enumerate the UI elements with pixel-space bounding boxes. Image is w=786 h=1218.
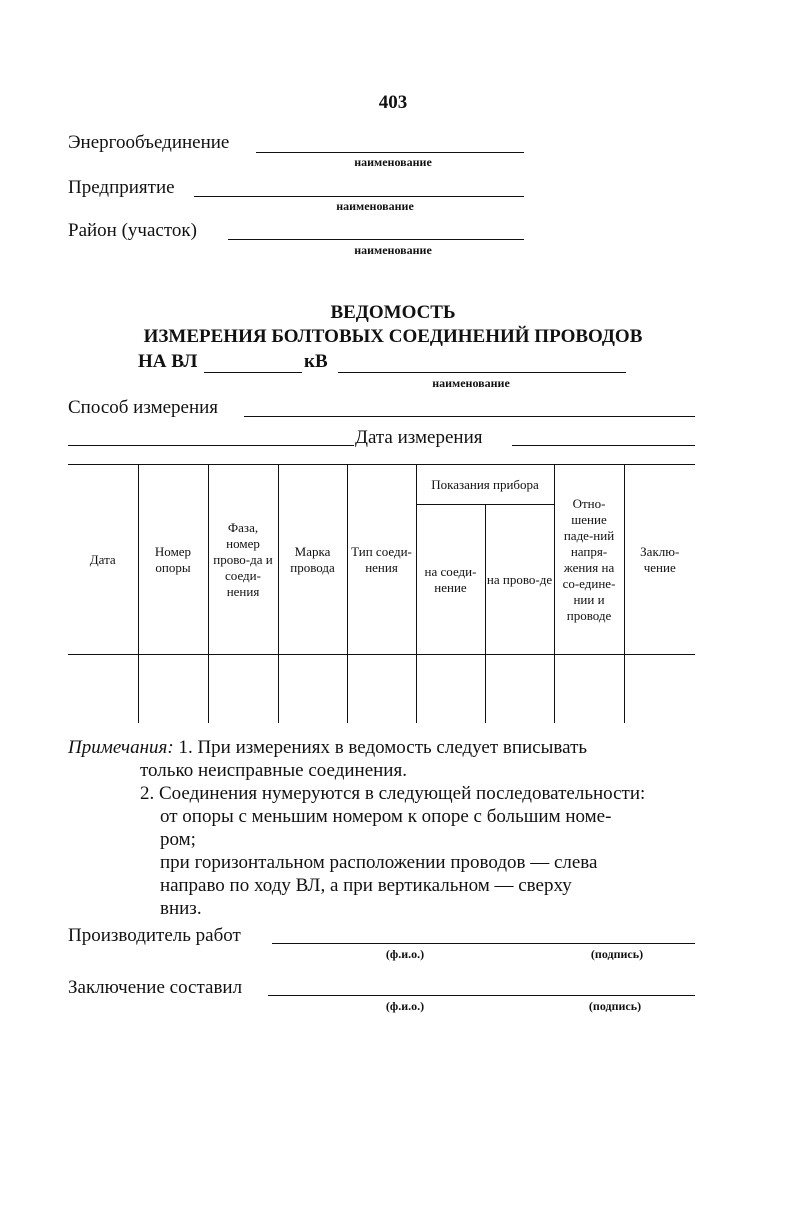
energy-association-field[interactable] — [256, 152, 524, 153]
header-date: Дата — [68, 465, 138, 655]
cell-phase[interactable] — [208, 655, 278, 723]
line-name-field[interactable] — [338, 372, 626, 373]
work-performer-field[interactable] — [272, 943, 695, 944]
note-2-line-1: 2. Соединения нумеруются в следующей последовательности: — [140, 783, 646, 804]
note-1-line-1: 1. При измерениях в ведомость следует вписывать — [178, 737, 588, 758]
document-title: ВЕДОМОСТЬ — [330, 302, 456, 323]
voltage-field[interactable] — [204, 372, 302, 373]
header-instrument-readings: Показания прибора — [416, 465, 554, 505]
energy-association-caption: наименование — [354, 155, 432, 169]
header-voltage-ratio: Отно-шение паде-ний напря-жения на со-едине-нии и проводе — [554, 465, 624, 655]
note-2-line-4: при горизонтальном расположении проводов — слева — [160, 852, 598, 873]
cell-connection-type[interactable] — [347, 655, 416, 723]
line-name-caption: наименование — [432, 376, 510, 390]
conclusion-author-name-caption: (ф.и.о.) — [385, 999, 425, 1013]
enterprise-label: Предприятие — [68, 177, 175, 198]
conclusion-author-sign-caption: (подпись) — [588, 999, 642, 1013]
work-performer-sign-caption: (подпись) — [590, 947, 644, 961]
measurement-table — [68, 464, 695, 723]
header-conclusion: Заклю-чение — [624, 465, 695, 655]
district-field[interactable] — [228, 239, 524, 240]
voltage-unit: кВ — [304, 351, 328, 372]
cell-wire-grade[interactable] — [278, 655, 347, 723]
pre-date-field[interactable] — [68, 445, 354, 446]
cell-on-wire[interactable] — [485, 655, 554, 723]
method-field[interactable] — [244, 416, 695, 417]
enterprise-caption: наименование — [336, 199, 414, 213]
conclusion-author-label: Заключение составил — [68, 977, 243, 998]
work-performer-label: Производитель работ — [68, 925, 241, 946]
cell-on-connection[interactable] — [416, 655, 485, 723]
document-subtitle: ИЗМЕРЕНИЯ БОЛТОВЫХ СОЕДИНЕНИЙ ПРОВОДОВ — [143, 326, 643, 347]
district-caption: наименование — [354, 243, 432, 257]
header-on-wire: на прово-де — [485, 505, 554, 655]
header-phase: Фаза, номер прово-да и соеди-нения — [208, 465, 278, 655]
cell-support-number[interactable] — [138, 655, 208, 723]
date-label: Дата измерения — [355, 427, 483, 448]
work-performer-name-caption: (ф.и.о.) — [385, 947, 425, 961]
note-1-line-2: только неисправные соединения. — [140, 760, 407, 781]
header-on-connection: на соеди-нение — [416, 505, 485, 655]
enterprise-field[interactable] — [194, 196, 524, 197]
cell-voltage-ratio[interactable] — [554, 655, 624, 723]
method-label: Способ измерения — [68, 397, 219, 418]
note-2-line-6: вниз. — [160, 898, 202, 919]
notes-block — [68, 736, 708, 920]
date-field[interactable] — [512, 445, 695, 446]
note-2-line-2: от опоры с меньшим номером к опоре с большим номе- — [160, 806, 612, 827]
line-prefix: НА ВЛ — [138, 351, 198, 372]
header-wire-grade: Марка провода — [278, 465, 347, 655]
notes-prefix: Примечания: — [68, 737, 174, 758]
cell-conclusion[interactable] — [624, 655, 695, 723]
district-label: Район (участок) — [68, 220, 197, 241]
note-2-line-5: направо по ходу ВЛ, а при вертикальном — сверху — [160, 875, 572, 896]
header-support-number: Номер опоры — [138, 465, 208, 655]
header-connection-type: Тип соеди-нения — [347, 465, 416, 655]
note-2-line-3: ром; — [160, 829, 196, 850]
energy-association-label: Энергообъединение — [68, 132, 230, 153]
conclusion-author-field[interactable] — [268, 995, 695, 996]
cell-date[interactable] — [68, 655, 138, 723]
page-number: 403 — [378, 92, 408, 113]
